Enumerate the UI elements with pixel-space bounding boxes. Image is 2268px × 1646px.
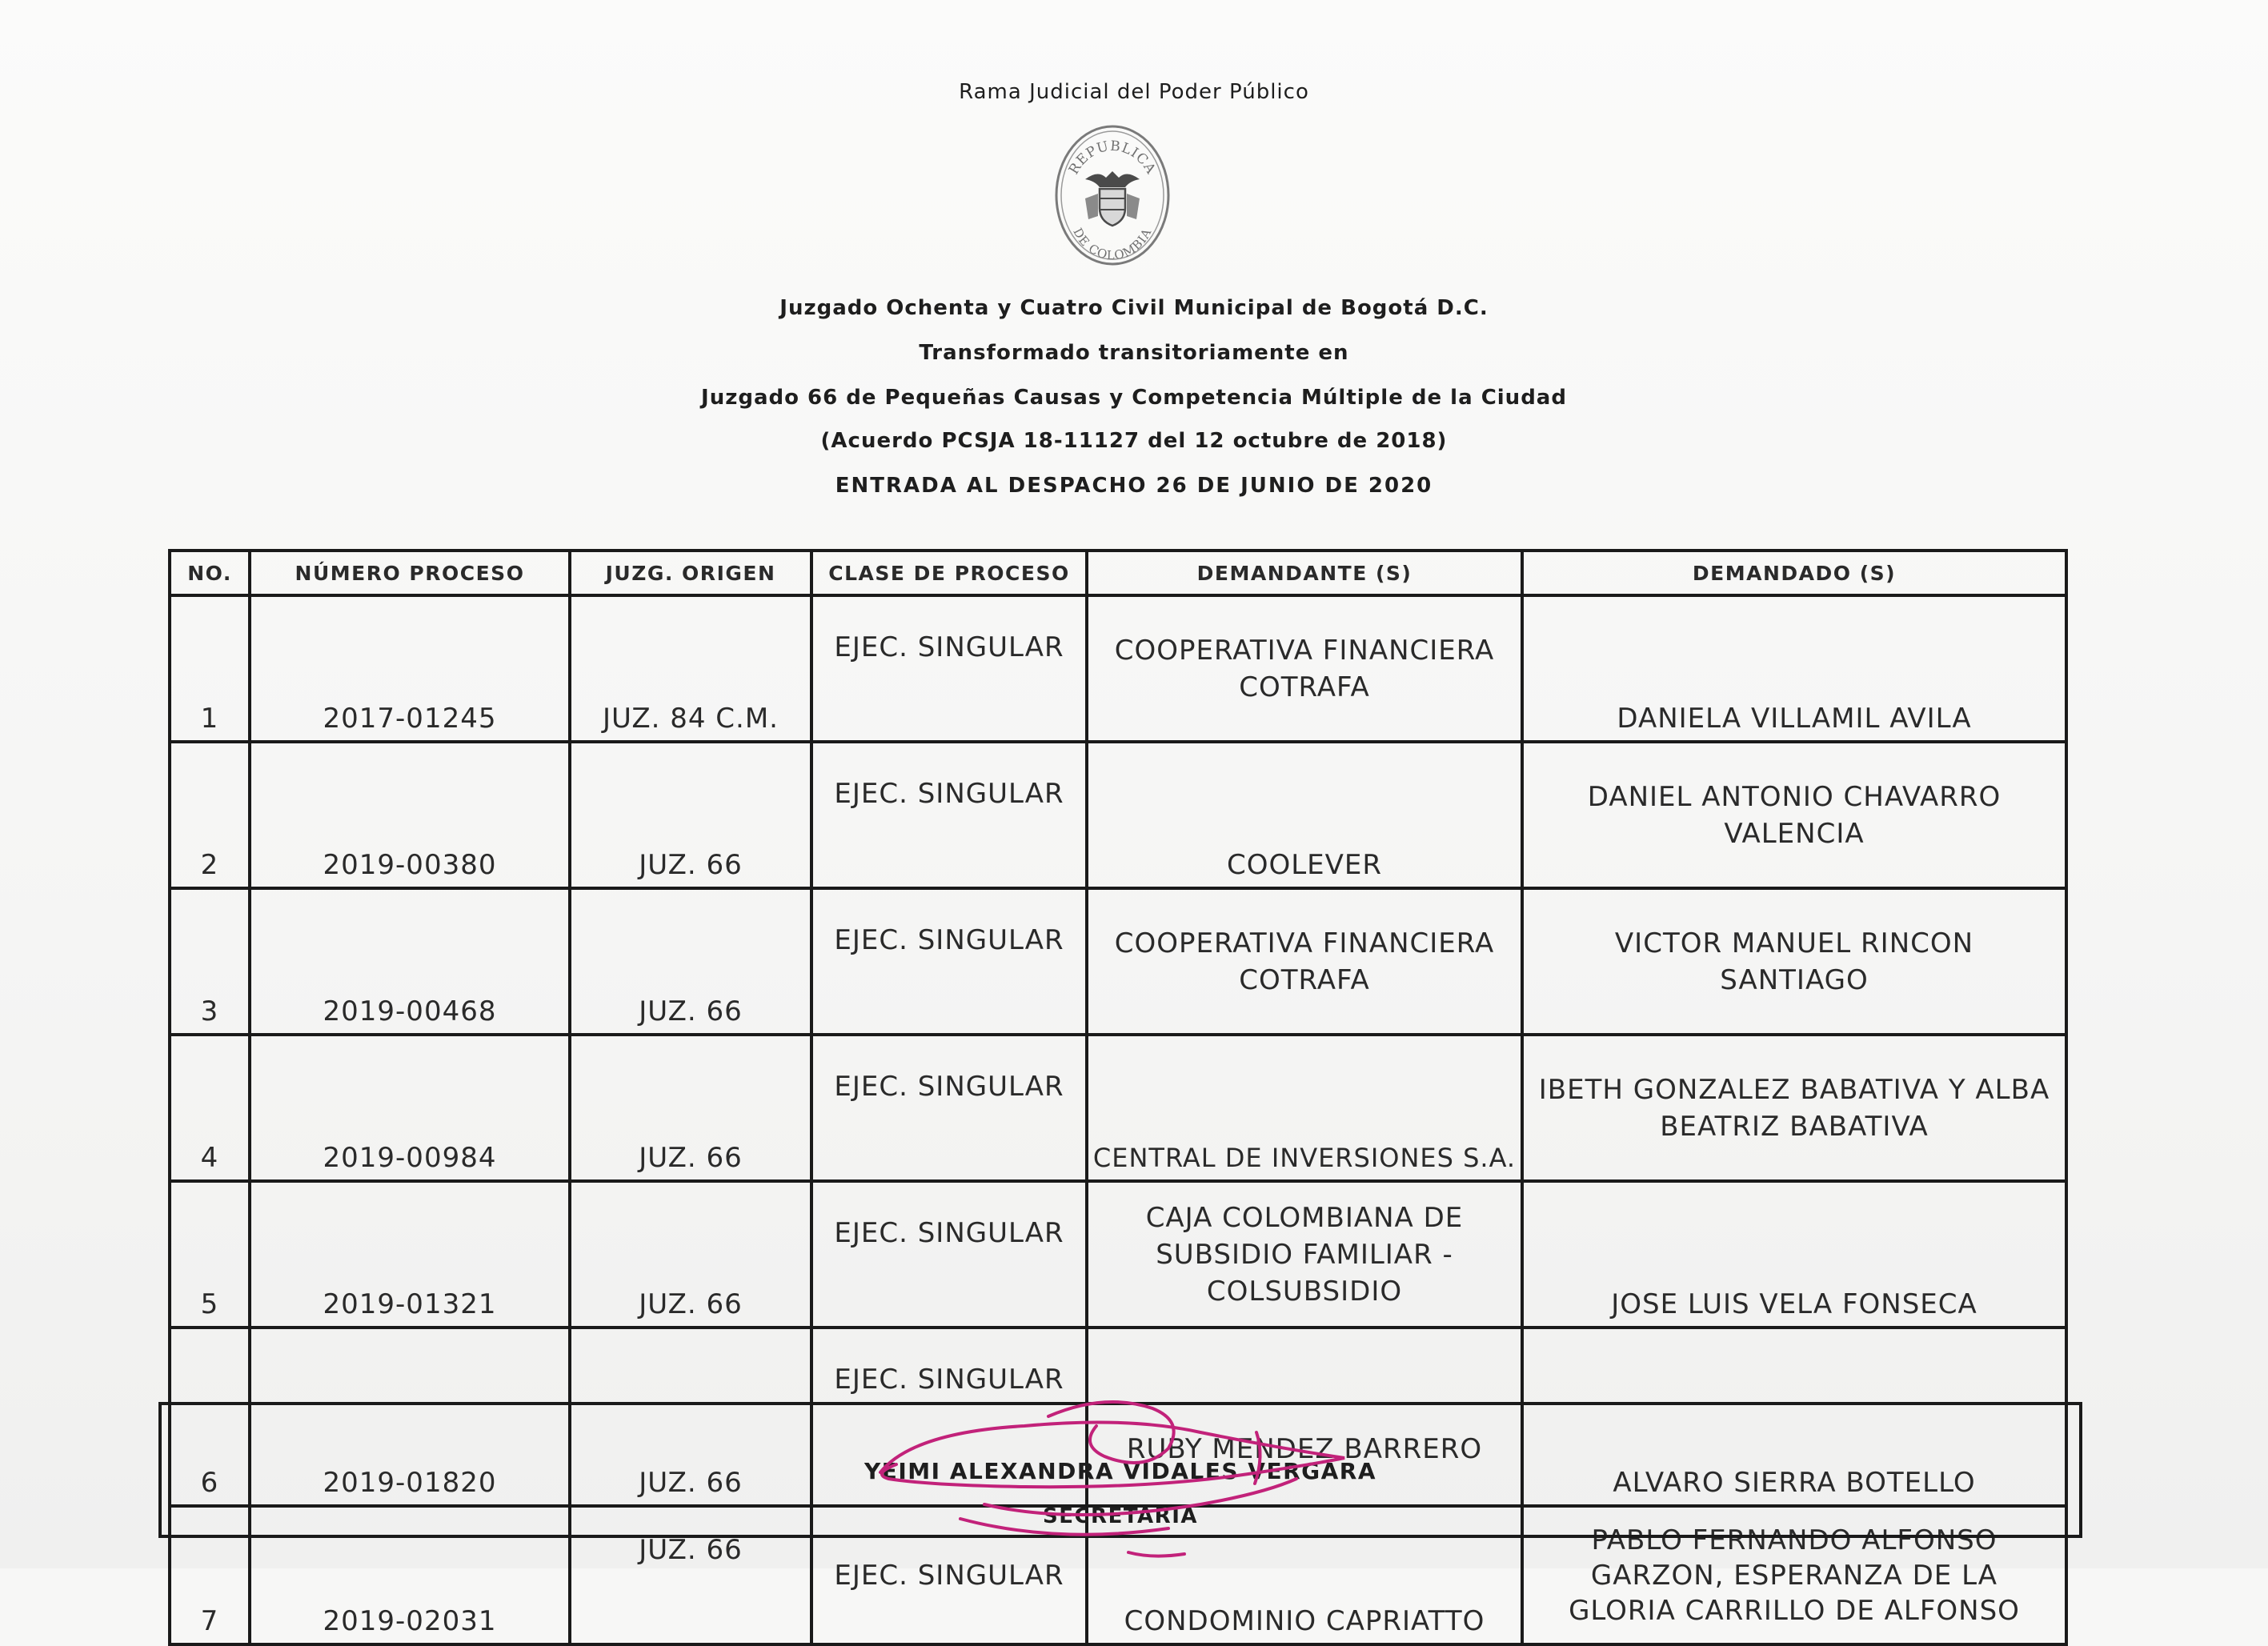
cell-clase: EJEC. SINGULAR [811,595,1087,742]
cell-no: 1 [170,595,250,742]
colombia-seal-icon [1053,122,1172,269]
cell-proceso: 2019-00380 [250,742,570,888]
cell-origen: JUZ. 84 C.M. [570,595,811,742]
cell-no: 2 [170,742,250,888]
cell-origen: JUZ. 66 [570,1181,811,1328]
cell-demandante: CENTRAL DE INVERSIONES S.A. [1087,1035,1522,1181]
table-row [170,1181,2066,1328]
cell-clase: EJEC. SINGULAR [811,888,1087,1035]
table-row [170,1035,2066,1181]
signer-name: YEIMI ALEXANDRA VIDALES VERGARA [864,1458,1377,1484]
cell-proceso: 2019-02031 [250,1506,570,1644]
court-name: Juzgado Ochenta y Cuatro Civil Municipal de Bogotá D.C. [779,296,1489,320]
table-row [170,888,2066,1035]
cell-proceso: 2019-01820 [250,1328,570,1506]
cell-no: 4 [170,1035,250,1181]
cell-demandante: COOPERATIVA FINANCIERA COTRAFA [1087,888,1522,1035]
cell-no: 3 [170,888,250,1035]
table-header-row [170,551,2066,595]
cell-no: 5 [170,1181,250,1328]
table-row [170,742,2066,888]
cell-demandado: ALVARO SIERRA BOTELLO [1522,1328,2066,1506]
cell-proceso: 2017-01245 [250,595,570,742]
org-name: Rama Judicial del Poder Público [959,80,1309,104]
cell-demandante: CONDOMINIO CAPRIATTO [1087,1506,1522,1644]
cell-clase: EJEC. SINGULAR [811,1035,1087,1181]
cell-no: 6 [170,1328,250,1506]
cell-demandante: CAJA COLOMBIANA DE SUBSIDIO FAMILIAR - COLSUBSIDIO [1087,1181,1522,1328]
cell-origen: JUZ. 66 [570,1328,811,1506]
cell-demandado: DANIEL ANTONIO CHAVARRO VALENCIA [1522,742,2066,888]
cell-demandado: JOSE LUIS VELA FONSECA [1522,1181,2066,1328]
cell-origen: JUZ. 66 [570,888,811,1035]
cell-proceso: 2019-00984 [250,1035,570,1181]
svg-text:DE COLOMBIA: DE COLOMBIA [1070,225,1155,263]
col-header-demandante: DEMANDANTE (S) [1087,551,1522,595]
transformed-note: Transformado transitoriamente en [919,341,1349,365]
cell-demandado: VICTOR MANUEL RINCON SANTIAGO [1522,888,2066,1035]
col-header-juzg-origen: JUZG. ORIGEN [570,551,811,595]
col-header-demandado: DEMANDADO (S) [1522,551,2066,595]
entry-date-title: ENTRADA AL DESPACHO 26 DE JUNIO DE 2020 [835,474,1433,498]
cell-clase: EJEC. SINGULAR [811,742,1087,888]
cell-clase: EJEC. SINGULAR [811,1328,1087,1506]
cell-origen: JUZ. 66 [570,742,811,888]
cell-demandado: DANIELA VILLAMIL AVILA [1522,595,2066,742]
svg-text:REPUBLICA: REPUBLICA [1065,138,1160,178]
cell-demandante: COOLEVER [1087,742,1522,888]
col-header-no: NO. [170,551,250,595]
col-header-numero-proceso: NÚMERO PROCESO [250,551,570,595]
table-row [170,595,2066,742]
cell-origen: JUZ. 66 [570,1035,811,1181]
cell-origen: JUZ. 66 [570,1506,811,1644]
cell-demandante: RUBY MENDEZ BARRERO [1087,1328,1522,1506]
cell-proceso: 2019-01321 [250,1181,570,1328]
signature-box [158,1402,2082,1538]
cell-no: 7 [170,1506,250,1644]
col-header-clase-proceso: CLASE DE PROCESO [811,551,1087,595]
cell-demandante: COOPERATIVA FINANCIERA COTRAFA [1087,595,1522,742]
cell-proceso: 2019-00468 [250,888,570,1035]
agreement-note: (Acuerdo PCSJA 18-11127 del 12 octubre de 2018) [820,429,1448,453]
cell-clase: EJEC. SINGULAR [811,1181,1087,1328]
cell-demandado: IBETH GONZALEZ BABATIVA Y ALBA BEATRIZ BABATIVA [1522,1035,2066,1181]
court-new-name: Juzgado 66 de Pequeñas Causas y Competencia Múltiple de la Ciudad [701,386,1567,410]
cell-demandado: PABLO FERNANDO ALFONSO GARZON, ESPERANZA DE LA GLORIA CARRILLO DE ALFONSO [1522,1506,2066,1644]
cell-clase: EJEC. SINGULAR [811,1506,1087,1644]
signer-role: SECRETARIA [1042,1504,1198,1528]
